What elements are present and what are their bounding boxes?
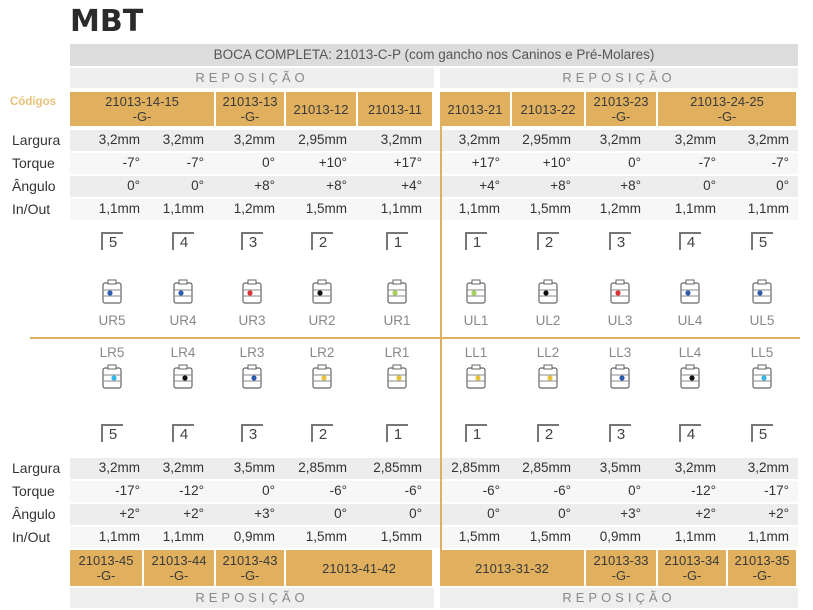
table-cell: 3,2mm [747,132,789,147]
bracket-icon [239,279,265,305]
code-cell-upper-right [586,92,658,126]
table-cell: -6° [482,483,500,498]
tooth-number: 1 [465,232,487,250]
tooth-number: 4 [172,232,194,250]
table-cell: -7° [771,155,789,170]
table-cell: -6° [553,483,571,498]
code-cell-upper-left [358,92,434,126]
table-cell: 1,1mm [380,201,422,216]
table-cell: 1,1mm [458,201,500,216]
table-cell: +3° [620,506,641,521]
table-cell: 3,2mm [162,460,204,475]
table-cell: 3,2mm [98,132,140,147]
table-cell: 0° [487,506,500,521]
tooth-number: 4 [679,424,701,442]
horizontal-divider [30,337,800,339]
tooth-label: UL5 [749,313,775,328]
reposicao-upper-right: REPOSIÇÃO [440,68,798,88]
table-cell: 0° [558,506,571,521]
tooth-number: 3 [241,232,263,250]
table-cell: 0° [127,178,140,193]
reposicao-lower-left: REPOSIÇÃO [70,588,434,608]
bracket-icon [309,364,335,390]
table-cell: 0° [776,178,789,193]
table-cell: 1,1mm [674,529,716,544]
reposicao-upper-left: REPOSIÇÃO [70,68,434,88]
bracket-icon [309,279,335,305]
bracket-icon [384,279,410,305]
tooth-label: UL3 [607,313,633,328]
tooth-number: 1 [386,232,408,250]
row-label: Largura [12,132,61,148]
code-number: 21013-14-15 [105,94,179,109]
table-cell: 2,85mm [522,460,571,475]
table-cell: -6° [404,483,422,498]
code-cell-upper-left [70,92,216,126]
table-cell: 1,5mm [529,529,571,544]
table-cell: 3,2mm [599,132,641,147]
tooth-number: 3 [609,232,631,250]
table-cell: 0° [628,155,641,170]
table-cell: 2,85mm [373,460,422,475]
tooth-number: 1 [386,424,408,442]
hook-marker: -G- [169,568,189,583]
table-cell: 1,1mm [747,201,789,216]
code-number: 21013-43 [222,553,278,568]
hook-marker: -G- [611,109,631,124]
row-label: In/Out [12,529,51,545]
table-cell: +3° [254,506,275,521]
bracket-icon [535,279,561,305]
tooth-number: 2 [311,424,333,442]
table-cell: 3,2mm [380,132,422,147]
code-number: 21013-41-42 [322,560,396,576]
tooth-number: 2 [311,232,333,250]
tooth-number: 5 [751,424,773,442]
table-cell: 0° [409,506,422,521]
row-label: Largura [12,460,61,476]
tooth-number: 4 [172,424,194,442]
code-cell-upper-left [216,92,286,126]
table-cell: 2,95mm [522,132,571,147]
tooth-number: 2 [537,424,559,442]
table-cell: 1,1mm [98,201,140,216]
table-cell: 0° [262,483,275,498]
tooth-label: LR1 [384,345,410,360]
bracket-icon [463,279,489,305]
table-cell: 3,5mm [233,460,275,475]
table-cell: 1,5mm [458,529,500,544]
vertical-divider [440,96,442,566]
table-cell: 1,2mm [233,201,275,216]
table-cell: +2° [768,506,789,521]
codigos-label: Códigos [10,96,56,108]
tooth-number: 3 [241,424,263,442]
hook-marker: -G- [611,568,631,583]
code-number: 21013-31-32 [475,560,549,576]
table-cell: -7° [186,155,204,170]
table-cell: +10° [542,155,571,170]
table-cell: -17° [764,483,789,498]
table-cell: 3,2mm [674,132,716,147]
table-cell: 1,1mm [98,529,140,544]
table-cell: +10° [318,155,347,170]
table-cell: 0° [703,178,716,193]
bracket-icon [384,364,410,390]
tooth-label: LL2 [536,345,560,360]
table-cell: -12° [691,483,716,498]
row-label: Torque [12,155,55,171]
code-number: 21013-11 [368,101,422,117]
code-number: 21013-12 [293,101,349,117]
reposicao-lower-right: REPOSIÇÃO [440,588,798,608]
table-cell: 0,9mm [233,529,275,544]
table-cell: +8° [550,178,571,193]
table-cell: 0,9mm [599,529,641,544]
hook-marker: -G- [752,568,772,583]
table-cell: 1,2mm [599,201,641,216]
table-cell: -7° [122,155,140,170]
hook-marker: -G- [717,109,737,124]
table-cell: 1,1mm [747,529,789,544]
row-label: Ângulo [12,178,56,194]
bracket-icon [170,364,196,390]
code-cell-lower-right [440,550,586,586]
table-cell: 0° [334,506,347,521]
table-cell: 1,1mm [674,201,716,216]
table-cell: 1,5mm [380,529,422,544]
tooth-label: LR2 [309,345,335,360]
tooth-number: 5 [101,424,123,442]
tooth-label: LL5 [750,345,774,360]
bracket-icon [535,364,561,390]
code-cell-lower-left [70,550,144,586]
hook-marker: -G- [240,109,260,124]
table-cell: 0° [628,483,641,498]
table-cell: -12° [179,483,204,498]
hook-marker: -G- [132,109,152,124]
tooth-number: 3 [609,424,631,442]
code-cell-lower-right [658,550,728,586]
code-cell-lower-left [286,550,434,586]
table-cell: 3,2mm [458,132,500,147]
table-cell: 0° [262,155,275,170]
bracket-icon [607,364,633,390]
table-cell: 3,2mm [162,132,204,147]
bracket-icon [99,279,125,305]
table-header: BOCA COMPLETA: 21013-C-P (com gancho nos Caninos e Pré-Molares) [70,44,798,66]
tooth-label: UL2 [535,313,561,328]
table-cell: 1,1mm [162,529,204,544]
table-cell: 2,85mm [451,460,500,475]
tooth-label: UL4 [677,313,703,328]
table-cell: 0° [191,178,204,193]
table-cell: +8° [326,178,347,193]
table-cell: +2° [119,506,140,521]
row-label: In/Out [12,201,51,217]
table-cell: +2° [695,506,716,521]
table-cell: +8° [620,178,641,193]
tooth-label: LR4 [170,345,196,360]
row-label: Torque [12,483,55,499]
table-cell: +17° [393,155,422,170]
table-cell: -6° [329,483,347,498]
code-cell-lower-left [216,550,286,586]
bracket-icon [170,279,196,305]
bracket-icon [607,279,633,305]
table-cell: +17° [471,155,500,170]
code-cell-upper-left [286,92,358,126]
code-number: 21013-44 [151,553,207,568]
tooth-number: 5 [751,232,773,250]
table-cell: +4° [479,178,500,193]
code-cell-lower-right [586,550,658,586]
tooth-number: 2 [537,232,559,250]
hook-marker: -G- [240,568,260,583]
tooth-label: UR2 [308,313,336,328]
table-cell: 1,5mm [529,201,571,216]
table-cell: 2,95mm [298,132,347,147]
table-cell: 1,1mm [162,201,204,216]
table-cell: 3,2mm [98,460,140,475]
code-number: 21013-34 [664,553,720,568]
code-number: 21013-21 [447,101,503,117]
code-number: 21013-35 [734,553,790,568]
tooth-number: 1 [465,424,487,442]
bracket-icon [677,279,703,305]
hook-marker: -G- [96,568,116,583]
code-cell-upper-right [512,92,586,126]
bracket-icon [749,279,775,305]
table-cell: 3,2mm [674,460,716,475]
tooth-label: UL1 [463,313,489,328]
table-cell: 3,2mm [233,132,275,147]
row-label: Ângulo [12,506,56,522]
tooth-number: 4 [679,232,701,250]
tooth-label: LR5 [99,345,125,360]
code-number: 21013-45 [78,553,134,568]
tooth-label: LL3 [608,345,632,360]
page-title: MBT [70,4,144,39]
code-cell-upper-right [658,92,798,126]
table-cell: 1,5mm [305,529,347,544]
tooth-label: UR1 [383,313,411,328]
table-cell: -7° [698,155,716,170]
bracket-icon [99,364,125,390]
tooth-label: UR4 [169,313,197,328]
code-cell-upper-right [440,92,512,126]
table-cell: +8° [254,178,275,193]
tooth-label: UR3 [238,313,266,328]
tooth-label: UR5 [98,313,126,328]
bracket-icon [749,364,775,390]
bracket-icon [463,364,489,390]
table-cell: 3,2mm [747,460,789,475]
table-cell: 1,5mm [305,201,347,216]
code-number: 21013-24-25 [690,94,764,109]
tooth-label: LL1 [464,345,488,360]
table-cell: 3,5mm [599,460,641,475]
code-number: 21013-13 [222,94,278,109]
tooth-number: 5 [101,232,123,250]
table-cell: +4° [401,178,422,193]
code-cell-lower-left [144,550,216,586]
bracket-icon [677,364,703,390]
tooth-label: LL4 [678,345,702,360]
table-cell: +2° [183,506,204,521]
code-number: 21013-23 [593,94,649,109]
code-cell-lower-right [728,550,798,586]
hook-marker: -G- [682,568,702,583]
bracket-icon [239,364,265,390]
code-number: 21013-33 [593,553,649,568]
table-cell: -17° [115,483,140,498]
tooth-label: LR3 [239,345,265,360]
table-cell: 2,85mm [298,460,347,475]
code-number: 21013-22 [520,101,576,117]
